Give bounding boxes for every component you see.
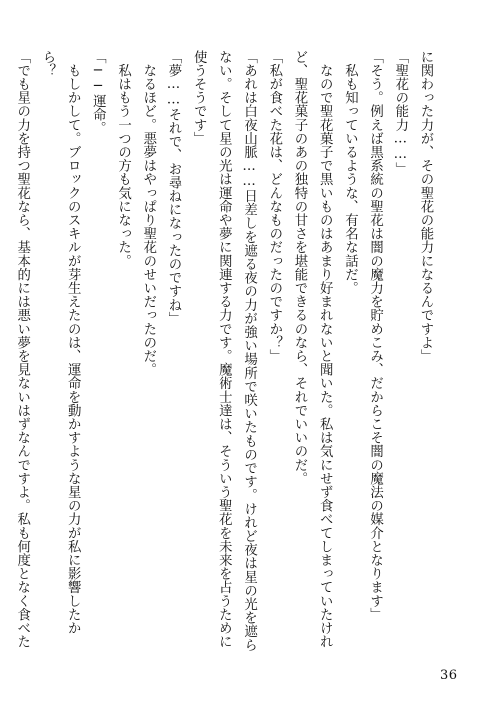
text-line: 「でも星の力を持つ聖花なら、基本的には悪い夢を見ないはずなんですよ。私も何度となく食べた — [14, 50, 30, 649]
text-line: 「あれは白夜山脈……日差しを遮る夜の力が強い場所で咲いたものです。けれど夜は星の光を遮ら — [241, 50, 257, 652]
text-line: に関わった力が、その聖花の能力になるんですよ」 — [418, 50, 433, 363]
text-line: 「そう。例えば黒系統の聖花は闇の魔力を貯めこみ、だからこそ闇の魔法の媒介となります」 — [367, 50, 383, 622]
text-line: 私はもう一つの方も気になった。 — [115, 50, 131, 268]
text-line: ない。そして星の光は運命や夢に関連する力です。魔術士達は、そういう聖花を未来を占うために — [216, 50, 232, 649]
text-line: ら？ — [39, 50, 55, 78]
text-line: ど、聖花菓子のあの独特の甘さを堪能できるのなら、それでいいのだ。 — [291, 50, 307, 486]
text-line: なので聖花菓子で黒いものはあまり好まれないと聞いた。私は気にせず食べてしまっていたけれ — [317, 50, 333, 649]
text-line: 「──運命。 — [90, 50, 106, 135]
text-line: もしかして。ブロックのスキルが芽生えたのは、運命を動かすような星の力が私に影響したか — [65, 50, 81, 635]
text-line: 「私が食べた花は、どんなものだったのですか？」 — [266, 50, 282, 363]
text-line: 「夢……それで、お尋ねになったのですね」 — [165, 50, 181, 326]
text-line: 「聖花の能力……」 — [392, 50, 408, 176]
text-line: なるほど。悪夢はやっぱり聖花のせいだったのだ。 — [140, 50, 156, 377]
page-number: 36 — [440, 668, 458, 683]
vertical-text-body — [14, 50, 438, 652]
text-line: 私も知っているような、有名な話だ。 — [342, 50, 358, 295]
text-line: 使うそうです」 — [191, 50, 207, 146]
